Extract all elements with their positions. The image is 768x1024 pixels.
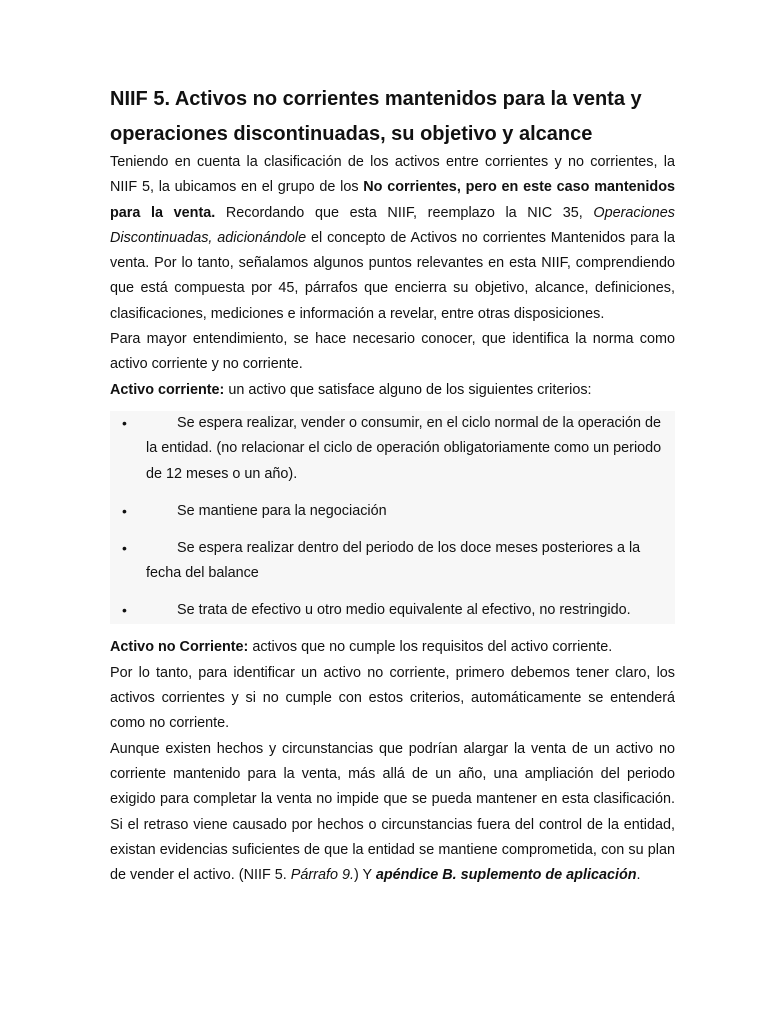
- intro-text-2: Recordando que esta NIIF, reemplazo la NIC 35,: [215, 204, 594, 221]
- criterion-text: Se espera realizar, vender o consumir, en el ciclo normal de la operación de la entidad. (no relacionar el ciclo de operación obligatoriamente como un periodo de 12 meses o un año).: [146, 414, 662, 482]
- criterion-text: Se trata de efectivo u otro medio equivalente al efectivo, no restringido.: [177, 602, 631, 619]
- bullet-icon: •: [122, 414, 127, 431]
- extension-text-2: ) Y: [353, 867, 376, 884]
- list-item: [110, 499, 675, 525]
- bullet-icon: •: [122, 502, 127, 519]
- criterion-text: Se mantiene para la negociación: [177, 502, 387, 519]
- identification-paragraph: Por lo tanto, para identificar un activo no corriente, primero debemos tener claro, los activos corrientes y si no cumple con estos criterios, automáticamente se entenderá como no corriente.: [110, 664, 675, 732]
- intro-text-3: el concepto de Activos no corrientes Mantenidos para la venta. Por lo tanto, señalamos algunos puntos relevantes en esta NIIF, comprendiendo que está compuesta por 45, párrafos que encierra su objetivo, alcance, definiciones, clasificaciones, mediciones e información a revelar, entre otras disposiciones.: [110, 229, 675, 322]
- criterion-text: Se espera realizar dentro del periodo de los doce meses posteriores a la fecha del balance: [146, 539, 641, 582]
- document-body: [110, 150, 675, 888]
- bullet-icon: •: [122, 602, 127, 619]
- intro-text-1: Teniendo en cuenta la clasificación de los activos entre corrientes y no corrientes, la NIIF 5, la ubicamos en el grupo de los: [110, 154, 675, 196]
- extension-text-3: .: [636, 867, 641, 884]
- non-current-asset-definition: [110, 635, 675, 660]
- current-asset-text: un activo que satisface alguno de los siguientes criterios:: [224, 381, 592, 398]
- current-asset-definition: [110, 378, 675, 403]
- list-item: [110, 536, 675, 587]
- list-item: [110, 411, 675, 488]
- extension-paragraph: [110, 737, 675, 889]
- extension-text-1: Aunque existen hechos y circunstancias que podrían alargar la venta de un activo no corriente mantenido para la venta, más allá de un año, una ampliación del periodo exigido para completar la venta no impide que se pueda mantener en esta clasificación. Si el retraso viene causado por hechos o circunstancias fuera del control de la entidad, existan evidencias suficientes de que la entidad se mantiene comprometida, con su plan de vender el activo. (NIIF 5.: [110, 740, 675, 884]
- bullet-icon: •: [122, 539, 127, 556]
- document-title: NIIF 5. Activos no corrientes mantenidos para la venta y operaciones discontinuadas, su objetivo y alcance: [110, 88, 642, 145]
- intro-bold-text: No corrientes, pero en este caso mantenidos para la venta.: [110, 179, 675, 221]
- paragraph-reference: Párrafo 9.: [290, 867, 354, 884]
- current-asset-label: Activo corriente:: [110, 381, 225, 398]
- understanding-paragraph: Para mayor entendimiento, se hace necesario conocer, que identifica la norma como activo corriente y no corriente.: [110, 331, 675, 373]
- criteria-list-box: [110, 411, 675, 624]
- criteria-list: [110, 411, 675, 624]
- appendix-reference: apéndice B. suplemento de aplicación: [375, 867, 637, 884]
- intro-paragraph: [110, 150, 675, 327]
- list-item: [110, 598, 675, 624]
- non-current-asset-text: activos que no cumple los requisitos del activo corriente.: [248, 639, 613, 656]
- intro-italic-text: Operaciones Discontinuadas, adicionándole: [110, 204, 675, 246]
- non-current-asset-label: Activo no Corriente:: [110, 639, 249, 656]
